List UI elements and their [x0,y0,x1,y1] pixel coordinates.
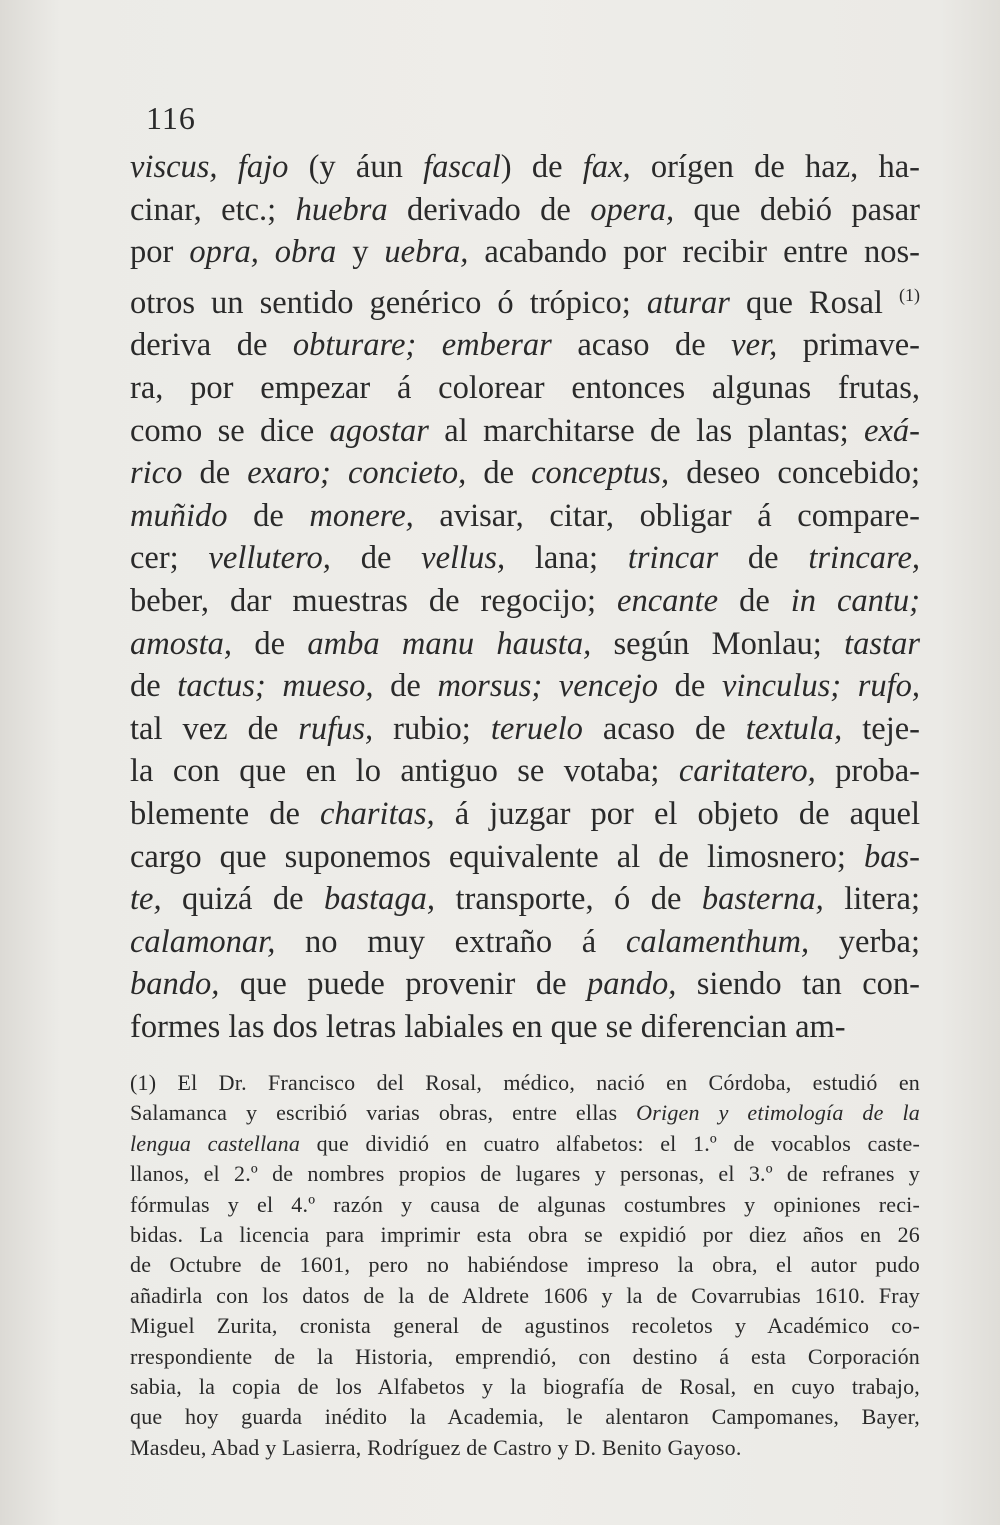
text-run: que puede provenir de [219,966,587,1003]
text-run: por [130,234,190,271]
italic-term: vellutero, [208,540,331,577]
italic-term: trincar [627,540,719,577]
italic-term: bas- [864,838,920,875]
italic-term: fax, [582,149,631,185]
italic-term: Origen y etimología de la [636,1100,920,1126]
text-run: blemente de [130,795,320,832]
italic-term: muñido [130,497,228,534]
text-run: siendo tan con- [676,966,920,1003]
italic-term: teruelo [490,710,583,747]
text-run: de [658,668,722,705]
text-run: proba- [815,753,920,790]
text-line [130,793,920,836]
italic-term: uebra, [384,234,469,271]
text-run: llanos, el 2.º de nombres propios de lugares y personas, el 3.º de refranes y [130,1161,920,1187]
italic-term: bando, [130,966,220,1003]
text-run: de [232,625,308,662]
text-run: (1) El Dr. Francisco del Rosal, médico, nació en Córdoba, estudió en [130,1070,920,1095]
italic-term: textula, [745,710,843,747]
text-run: derivado de [387,191,591,228]
text-run: rubio; [373,710,491,747]
footnote-line [130,1098,920,1128]
text-run: bidas. La licencia para imprimir esta obra se expidió por diez años en 26 [130,1222,920,1248]
italic-term: fascal [423,149,501,185]
text-run: que Rosal [729,284,899,321]
text-line [130,495,920,538]
italic-term: ver, [731,327,778,364]
text-run: orígen de haz, ha- [630,149,921,185]
footnote-line [130,1402,920,1432]
text-run: teje- [842,710,921,747]
text-run: quizá de [161,881,324,918]
text-line [130,274,920,325]
italic-term: amba manu hausta, [307,625,592,662]
italic-term: rufus, [298,710,374,747]
text-line [130,878,920,921]
text-line [130,921,920,964]
italic-term: pando, [586,966,677,1003]
italic-term: bastaga, [324,881,436,918]
italic-term: monere, [309,497,414,534]
italic-term: basterna, [701,881,824,918]
italic-term: huebra [295,191,388,228]
text-line [130,750,920,793]
text-line [130,452,920,495]
italic-term: amosta, [130,625,233,662]
text-line [130,963,920,1006]
text-run: al marchitarse de las plantas; [428,412,865,449]
text-run: tal vez de [130,710,299,747]
text-line [130,580,920,623]
text-line [130,146,920,189]
footnote-line [130,1311,920,1341]
text-run: acaso de [551,327,732,364]
text-run: lana; [505,540,628,577]
italic-term: exá- [864,412,920,449]
footnote-line [130,1372,920,1402]
text-run: rrespondiente de la Historia, emprendió, con destino á esta Corporación [130,1343,920,1369]
page-number: 116 [146,100,196,136]
text-run: Masdeu, Abad y Lasierra, Rodríguez de Castro y D. Benito Gayoso. [130,1434,742,1460]
text-run: litera; [823,881,920,918]
text-run: añadirla con los datos de la de Aldrete 1606 y la de Covarrubias 1610. Fray [130,1282,920,1308]
text-run: según Monlau; [591,625,845,662]
text-run: que debió pasar [674,191,920,228]
text-run: beber, dar muestras de regocijo; [130,582,618,619]
text-run: fórmulas y el 4.º razón y causa de algunas costumbres y opiniones reci- [130,1191,920,1217]
footnote-line [130,1250,920,1280]
text-run: que dividió en cuatro alfabetos: el 1.º de vocablos caste- [300,1130,920,1156]
footnote-line [130,1068,920,1098]
text-run: de [330,540,422,577]
italic-term: tactus; mueso, [177,668,374,705]
footnote-line [130,1342,920,1372]
footnote-line [130,1220,920,1250]
text-line [130,324,920,367]
italic-term: exaro; concieto, [247,455,467,492]
text-run: de [718,540,809,577]
text-run: la con que en lo antiguo se votaba; [130,753,679,790]
text-run: Miguel Zurita, cronista general de agustinos recoletos y Académico co- [130,1313,920,1339]
text-run: de [130,668,178,705]
italic-term: encante [617,582,719,619]
italic-term: opra, obra [189,234,337,271]
italic-term: vellus, [421,540,506,577]
text-run: Salamanca y escribió varias obras, entre ellas [130,1100,637,1126]
italic-term: morsus; vencejo [437,668,659,705]
italic-term: trincare, [808,540,920,577]
text-line [130,231,920,274]
text-run: y [336,234,385,271]
text-run: cer; [130,540,209,577]
text-run: deseo concebido; [669,455,920,492]
text-line [130,189,920,232]
footnote-marker: (1) [898,284,920,305]
italic-term: lengua castellana [130,1130,301,1156]
text-line [130,708,920,751]
italic-term: agostar [329,412,429,449]
text-run: de [466,455,532,492]
italic-term: viscus, fajo [130,149,289,185]
text-run: acabando por recibir entre nos- [468,234,921,271]
footnote-line [130,1129,920,1159]
text-run: primave- [777,327,920,364]
text-run: de [227,497,310,534]
italic-term: obturare; emberar [292,327,552,364]
text-run: á juzgar por el objeto de aquel [434,795,920,832]
text-line [130,1006,920,1049]
footnote [130,1068,920,1463]
text-run: no muy extraño á [275,923,626,960]
text-run: (y áun [288,149,424,185]
text-run: de [718,582,791,619]
text-line [130,537,920,580]
italic-term: calamonar, [130,923,276,960]
text-run: deriva de [130,327,293,364]
text-run: formes las dos letras labiales en que se diferencian am- [130,1008,846,1045]
text-run: yerba; [809,923,920,960]
footnote-line [130,1433,920,1463]
text-run: cargo que suponemos equivalente al de limosnero; [130,838,865,875]
text-line [130,410,920,453]
text-run: otros un sentido genérico ó trópico; [130,284,647,321]
text-run: de [182,455,248,492]
italic-term: calamenthum, [625,923,810,960]
text-line [130,836,920,879]
italic-term: caritatero, [678,753,816,790]
italic-term: aturar [646,284,730,321]
text-run: como se dice [130,412,330,449]
text-run: sabia, la copia de los Alfabetos y la biografía de Rosal, en cuyo trabajo, [130,1374,920,1400]
italic-term: tastar [844,625,920,662]
footnote-line [130,1190,920,1220]
italic-term: opera, [590,191,675,228]
text-run: ra, por empezar á colorear entonces algunas frutas, [130,369,920,406]
text-run: de Octubre de 1601, pero no habiéndose impreso la obra, el autor pudo [130,1252,920,1278]
text-run: cinar, etc.; [130,191,296,228]
text-line [130,367,920,410]
italic-term: rico [130,455,183,492]
italic-term: vinculus; rufo, [721,668,920,705]
italic-term: te, [130,881,162,918]
italic-term: charitas, [319,795,435,832]
text-run: avisar, citar, obligar á compare- [413,497,920,534]
text-line [130,665,920,708]
footnote-line [130,1159,920,1189]
text-run: de [373,668,438,705]
main-text [130,146,920,1048]
footnote-line [130,1281,920,1311]
text-run: que hoy guarda inédito la Academia, le alentaron Campomanes, Bayer, [130,1404,920,1430]
text-line [130,623,920,666]
text-run: transporte, ó de [435,881,702,918]
italic-term: conceptus, [531,455,670,492]
italic-term: in cantu; [790,582,920,619]
text-run: ) de [500,149,583,185]
text-run: acaso de [582,710,746,747]
